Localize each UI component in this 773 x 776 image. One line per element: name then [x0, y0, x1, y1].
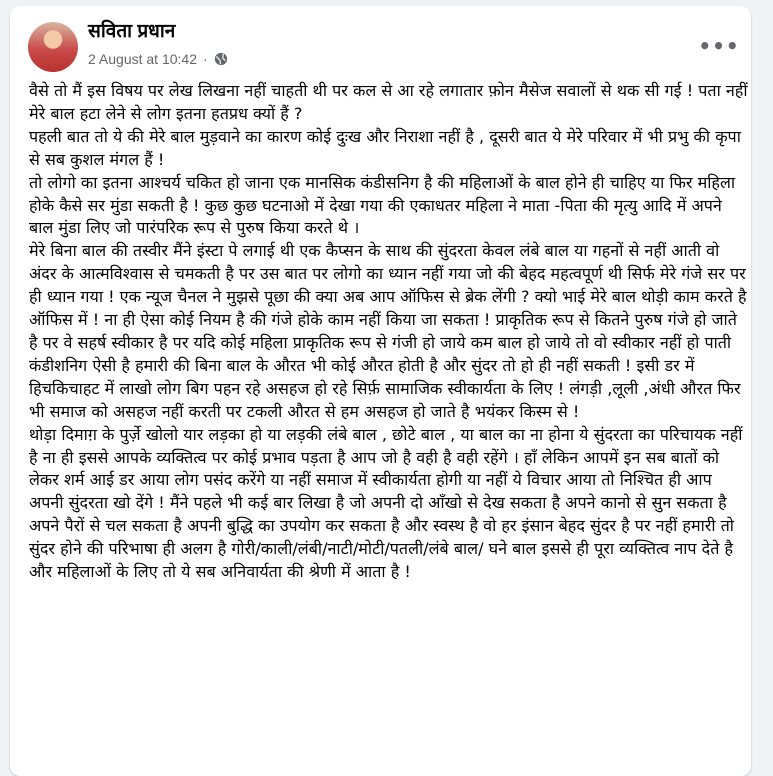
post-paragraph: मेरे बिना बाल की तस्वीर मैंने इंस्टा पे लगाई थी एक कैप्सन के साथ की सुंदरता केवल लंबे बाल या गहनों से नहीं आती वो अंदर के आत्मविश्वास से चमकती है पर उस बात पर लोगो का ध्यान नहीं गया जो की बेहद महत्वपूर्ण थी सिर्फ मेरे गंजे सर पर ही ध्यान गया ! एक न्यूज चैनल ने मुझसे पूछा की क्या अब आप ऑफिस से ब्रेक लेंगी ? क्यो भाई मेरे बाल थोड़ी काम करते है ऑफिस में ! ना ही ऐसा कोई नियम है की गंजे होके काम नहीं किया जा सकता ! प्राकृतिक रूप से कितने पुरुष गंजे हो जाते है पर वे सहर्ष स्वीकार है पर यदि कोई महिला प्राकृतिक रूप से गंजी हो जाये कम बाल हो जाये तो वो स्वीकार नहीं हो पाती कंडीशनिग ऐसी है हमारी की बिना बाल के औरत भी कोई औरत होती है और सुंदर तो हो ही नहीं सकती ! इसी डर में हिचकिचाहट में लाखो लोग बिग पहन रहे असहज हो रहे सिर्फ़ सामाजिक स्वीकार्यता के लिए ! लंगड़ी ,लूली ,अंधी औरत फिर भी समाज को असहज नहीं करती पर टकली औरत से हम असहज हो जाते है भयंकर किस्म से ! [29, 241, 747, 421]
avatar[interactable] [28, 22, 78, 72]
author-name[interactable]: सविता प्रधान [88, 21, 176, 42]
globe-icon[interactable] [214, 52, 228, 66]
more-options-button[interactable] [698, 28, 740, 64]
post-card [10, 6, 751, 776]
post-text [29, 80, 749, 584]
more-options-icon: ••• [698, 34, 740, 58]
post-paragraph: पहली बात तो ये की मेरे बाल मुड़वाने का कारण कोई दुःख और निराशा नहीं है , दूसरी बात ये मेरे परिवार में भी प्रभु की कृपा से सब कुशल मंगल हैं ! [29, 126, 741, 169]
meta-separator: · [202, 51, 208, 67]
post-paragraph: थोड़ा दिमाग़ के पुर्ज़े खोलो यार लड़का हो या लड़की लंबे बाल , छोटे बाल , या बाल का ना होना ये सुंदरता का परिचायक नहीं है ना ही इससे आपके व्यक्तित्व पर कोई प्रभाव पड़ता है आप जो है वही है वही रहेंगे । हाँ लेकिन आपमें इन सब बातों को लेकर शर्म आई डर आया लोग पसंद करेंगे या नहीं समाज में स्वीकार्यता होगी या नहीं ये विचार आया तो निश्चित ही आप अपनी सुंदरता खो देंगे ! मैंने पहले भी कई बार लिखा है जो अपनी दो आँखो से देख सकता है अपने कानो से सुन सकता है अपने पैरों से चल सकता है अपनी बुद्धि का उपयोग कर सकता है और स्वस्थ है वो हर इंसान बेहद सुंदर है पर नहीं हमारी तो सुंदर होने की परिभाषा ही अलग है गोरी/काली/लंबी/नाटी/मोटी/पतली/लंबे बाल/ घने बाल इससे ही पूरा व्यक्तित्व नाप देते है और महिलाओं के लिए तो ये सब अनिवार्यता की श्रेणी में आता है ! [29, 424, 743, 582]
post-paragraph: तो लोगो का इतना आश्चर्य चकित हो जाना एक मानसिक कंडीसनिग है की महिलाओं के बाल होने ही चाहिए या फिर महिला होके कैसे सर मुंडा सकती है ! कुछ कुछ घटनाओ में देखा गया की एकाधतर महिला ने माता -पिता की मृत्यु आदि में अपने बाल मुंडा लिए जो पारंपरिक रूप से पुरुष किया करते थे । [29, 172, 736, 238]
post-timestamp[interactable]: 2 August at 10:42 [88, 51, 197, 67]
post-meta [88, 50, 228, 68]
post-paragraph: वैसे तो मैं इस विषय पर लेख लिखना नहीं चाहती थी पर कल से आ रहे लगातार फ़ोन मैसेज सवालों से थक सी गई ! पता नहीं मेरे बाल हटा लेने से लोग इतना हतप्रध क्यों हैं ? [29, 81, 748, 123]
